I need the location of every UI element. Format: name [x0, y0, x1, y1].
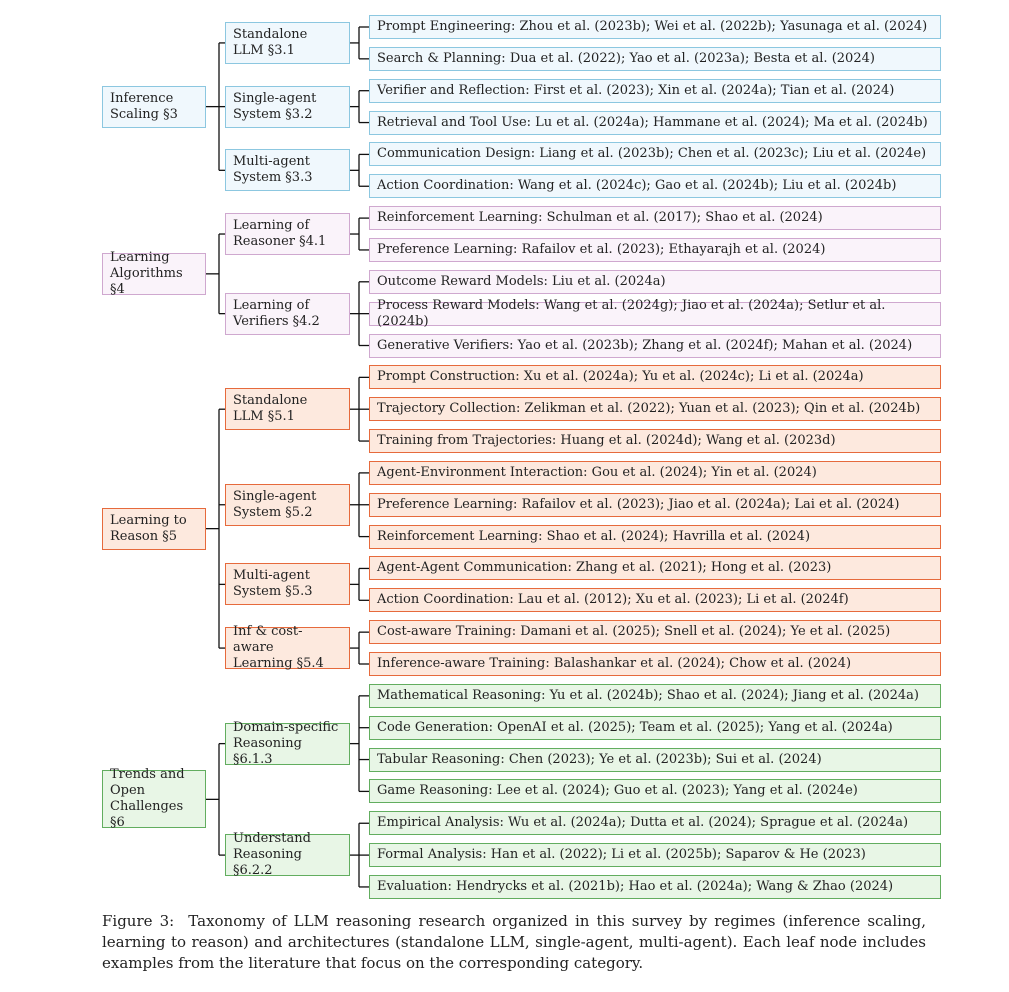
leaf-node-label: Formal Analysis: Han et al. (2022); Li et al. (2025b); Saparov & He (2023) [377, 847, 866, 863]
category-node-label: Learning to Reason §5 [110, 512, 187, 544]
leaf-node [369, 15, 941, 39]
leaf-node-label: Code Generation: OpenAI et al. (2025); Team et al. (2025); Yang et al. (2024a) [377, 719, 893, 735]
subcategory-node-label: Learning of Verifiers §4.2 [233, 297, 320, 329]
subcategory-node-label: Single-agent System §5.2 [233, 488, 317, 520]
leaf-node [369, 47, 941, 71]
subcategory-node-label: Standalone LLM §3.1 [233, 26, 308, 58]
leaf-node [369, 748, 941, 772]
leaf-node-label: Cost-aware Training: Damani et al. (2025); Snell et al. (2024); Ye et al. (2025) [377, 624, 891, 640]
leaf-node [369, 206, 941, 230]
category-node [102, 508, 206, 550]
leaf-node-label: Empirical Analysis: Wu et al. (2024a); Dutta et al. (2024); Sprague et al. (2024a) [377, 815, 909, 831]
leaf-node [369, 493, 941, 517]
subcategory-node [225, 86, 350, 128]
subcategory-node-label: Domain-specific Reasoning §6.1.3 [233, 719, 339, 767]
caption-text: Taxonomy of LLM reasoning research organized in this survey by regimes (inference scaling, learning to reason) and architectures (standalone LLM, single-agent, multi-agent). Each leaf node includes examples from the literature that focus on the corresponding category. [102, 912, 926, 972]
category-node-label: Inference Scaling §3 [110, 90, 178, 122]
leaf-node-label: Prompt Engineering: Zhou et al. (2023b); Wei et al. (2022b); Yasunaga et al. (2024) [377, 19, 928, 34]
category-node [102, 249, 206, 297]
leaf-node [369, 779, 941, 803]
leaf-node [369, 461, 941, 485]
subcategory-node-label: Understand Reasoning §6.2.2 [233, 831, 311, 879]
leaf-node [369, 270, 941, 294]
subcategory-node [225, 484, 350, 526]
leaf-node [369, 334, 941, 358]
category-node-label: Learning Algorithms §4 [110, 249, 183, 297]
category-node [102, 86, 206, 128]
leaf-node-label: Training from Trajectories: Huang et al. (2024d); Wang et al. (2023d) [377, 433, 836, 449]
figure-caption [102, 911, 926, 974]
leaf-node-label: Communication Design: Liang et al. (2023b); Chen et al. (2023c); Liu et al. (2024e) [377, 146, 927, 162]
leaf-node [369, 174, 941, 198]
leaf-node-label: Preference Learning: Rafailov et al. (2023); Ethayarajh et al. (2024) [377, 241, 826, 257]
leaf-node [369, 716, 941, 740]
leaf-node-label: Verifier and Reflection: First et al. (2023); Xin et al. (2024a); Tian et al. (2024) [377, 82, 895, 98]
figure-label: Figure 3: [102, 912, 175, 930]
subcategory-node-label: Multi-agent System §3.3 [233, 154, 313, 186]
leaf-node-label: Trajectory Collection: Zelikman et al. (2022); Yuan et al. (2023); Qin et al. (2024b) [377, 401, 921, 417]
leaf-node-label: Reinforcement Learning: Schulman et al. (2017); Shao et al. (2024) [377, 210, 823, 226]
leaf-node-label: Inference-aware Training: Balashankar et al. (2024); Chow et al. (2024) [377, 656, 852, 671]
leaf-node [369, 875, 941, 899]
leaf-node-label: Process Reward Models: Wang et al. (2024g); Jiao et al. (2024a); Setlur et al. (2024b) [377, 297, 886, 329]
leaf-node-label: Outcome Reward Models: Liu et al. (2024a) [377, 273, 666, 289]
subcategory-node [225, 22, 350, 64]
category-node [102, 767, 206, 831]
leaf-node-label: Game Reasoning: Lee et al. (2024); Guo et al. (2023); Yang et al. (2024e) [377, 783, 858, 799]
category-node-label: Trends and Open Challenges §6 [110, 767, 185, 831]
leaf-node-label: Action Coordination: Wang et al. (2024c); Gao et al. (2024b); Liu et al. (2024b) [377, 178, 897, 194]
leaf-node [369, 111, 941, 135]
leaf-node-label: Generative Verifiers: Yao et al. (2023b); Zhang et al. (2024f); Mahan et al. (2024) [377, 337, 913, 353]
leaf-node [369, 79, 941, 103]
subcategory-node-label: Standalone LLM §5.1 [233, 393, 308, 425]
leaf-node-label: Mathematical Reasoning: Yu et al. (2024b); Shao et al. (2024); Jiang et al. (2024a) [377, 687, 919, 703]
subcategory-node [225, 831, 350, 879]
leaf-node [369, 652, 941, 676]
leaf-node [369, 843, 941, 867]
leaf-node [369, 429, 941, 453]
leaf-node [369, 238, 941, 262]
subcategory-node [225, 293, 350, 335]
leaf-node-label: Preference Learning: Rafailov et al. (2023); Jiao et al. (2024a); Lai et al. (2024) [377, 496, 900, 512]
leaf-node-label: Reinforcement Learning: Shao et al. (2024); Havrilla et al. (2024) [377, 528, 811, 544]
leaf-node-label: Tabular Reasoning: Chen (2023); Ye et al. (2023b); Sui et al. (2024) [377, 751, 822, 767]
leaf-node [369, 365, 941, 389]
subcategory-node-label: Multi-agent System §5.3 [233, 568, 313, 600]
leaf-node [369, 684, 941, 708]
leaf-node [369, 620, 941, 644]
leaf-node [369, 297, 941, 329]
subcategory-node [225, 388, 350, 430]
subcategory-node [225, 149, 350, 191]
leaf-node-label: Agent-Environment Interaction: Gou et al. (2024); Yin et al. (2024) [377, 464, 817, 480]
subcategory-node-label: Inf & cost-aware Learning §5.4 [233, 624, 324, 672]
leaf-node [369, 588, 941, 612]
leaf-node-label: Search & Planning: Dua et al. (2022); Yao et al. (2023a); Besta et al. (2024) [377, 50, 875, 66]
subcategory-node [225, 563, 350, 605]
leaf-node [369, 397, 941, 421]
subcategory-node-label: Learning of Reasoner §4.1 [233, 218, 327, 250]
leaf-node-label: Agent-Agent Communication: Zhang et al. (2021); Hong et al. (2023) [377, 560, 832, 576]
leaf-node [369, 142, 941, 166]
leaf-node-label: Prompt Construction: Xu et al. (2024a); Yu et al. (2024c); Li et al. (2024a) [377, 369, 864, 385]
leaf-node-label: Evaluation: Hendrycks et al. (2021b); Hao et al. (2024a); Wang & Zhao (2024) [377, 878, 894, 894]
subcategory-node [225, 624, 350, 672]
leaf-node-label: Retrieval and Tool Use: Lu et al. (2024a); Hammane et al. (2024); Ma et al. (2024b) [377, 114, 928, 130]
subcategory-node-label: Single-agent System §3.2 [233, 90, 317, 122]
leaf-node [369, 556, 941, 580]
subcategory-node [225, 213, 350, 255]
subcategory-node [225, 719, 350, 767]
leaf-node [369, 525, 941, 549]
leaf-node-label: Action Coordination: Lau et al. (2012); Xu et al. (2023); Li et al. (2024f) [377, 592, 849, 608]
leaf-node [369, 811, 941, 835]
